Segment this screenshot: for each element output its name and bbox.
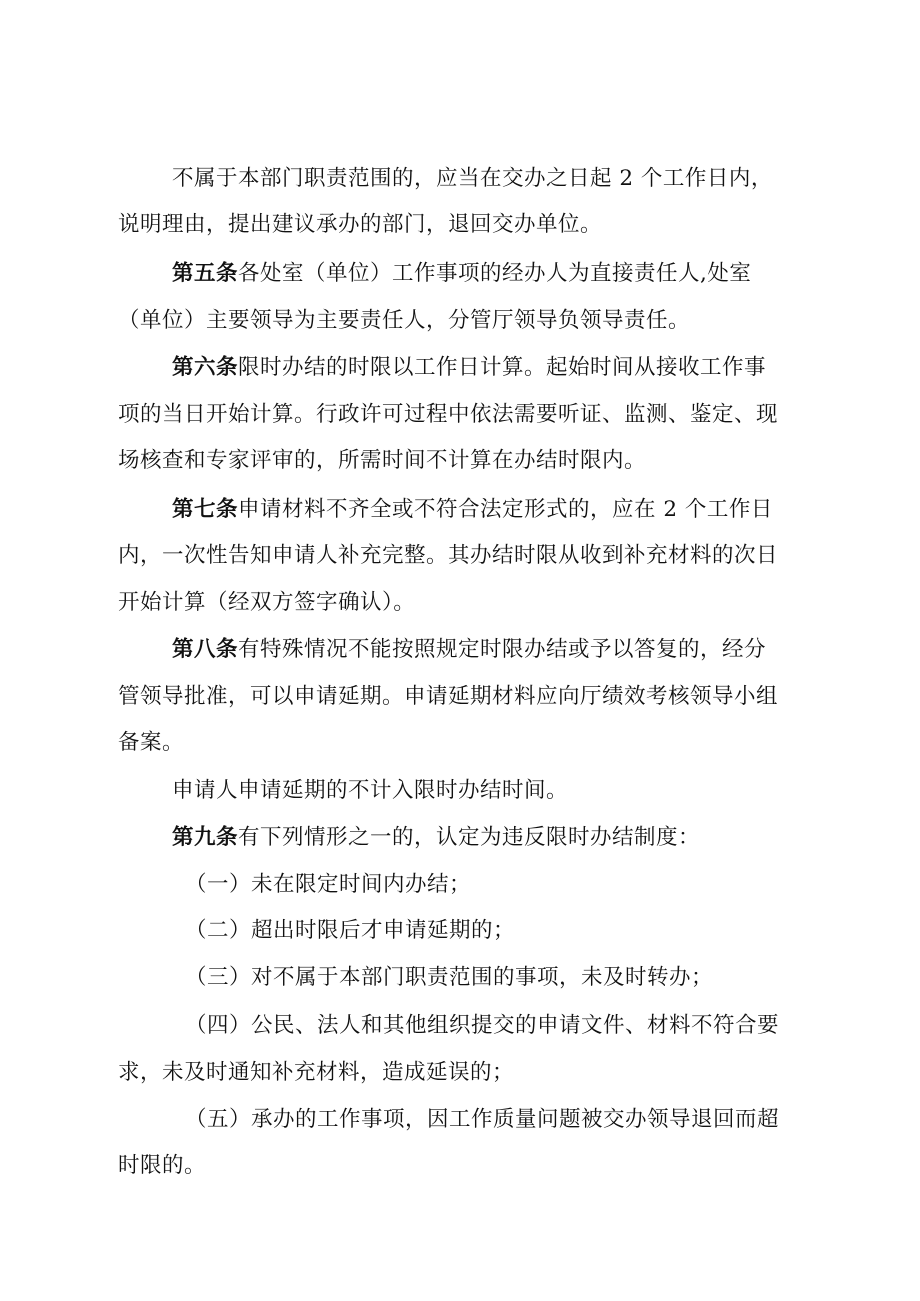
line-text: 求，未及时通知补充材料，造成延误的； (118, 1060, 515, 1085)
article-heading: 第七条 (172, 497, 239, 522)
text-line (172, 163, 808, 195)
line-text: 备案。 (118, 730, 185, 755)
line-text: （一）未在限定时间内办结； (185, 872, 472, 897)
line-text: 限时办结的时限以工作日计算。起始时间从接收工作事 (238, 355, 767, 380)
line-text: （二）超出时限后才申请延期的； (185, 918, 516, 943)
line-text: 场核查和专家评审的，所需时间不计算在办结时限内。 (118, 448, 647, 473)
text-line (118, 209, 808, 241)
text-line (118, 587, 808, 619)
article-heading: 第五条 (172, 261, 239, 286)
line-text: （单位）主要领导为主要责任人，分管厅领导负领导责任。 (118, 308, 691, 333)
text-line (118, 1150, 808, 1182)
list-item (185, 1104, 808, 1136)
article-heading: 第六条 (172, 355, 239, 380)
article-6-line (172, 352, 808, 384)
line-text: 开始计算（经双方签字确认）。 (118, 590, 416, 615)
line-text: 有下列情形之一的，认定为违反限时办结制度： (238, 825, 701, 850)
list-item (185, 1010, 808, 1042)
line-text: 时限的。 (118, 1153, 207, 1178)
list-item (185, 962, 808, 994)
text-line (172, 775, 808, 807)
text-line (118, 681, 808, 713)
text-line (118, 540, 808, 572)
line-text: 有特殊情况不能按照规定时限办结或予以答复的，经分 (238, 637, 767, 662)
line-text: 不属于本部门职责范围的，应当在交办之日起 2 个工作日内， (172, 166, 773, 191)
line-text: （五）承办的工作事项，因工作质量问题被交办领导退回而超 (185, 1107, 780, 1132)
text-line (118, 305, 808, 337)
article-5-line (172, 258, 808, 290)
article-8-line (172, 634, 808, 666)
line-text: 申请材料不齐全或不符合法定形式的，应在 2 个工作日 (238, 497, 773, 522)
line-text: 管领导批准，可以申请延期。申请延期材料应向厅绩效考核领导小组 (118, 684, 779, 709)
line-text: 说明理由，提出建议承办的部门，退回交办单位。 (118, 212, 603, 237)
text-line (118, 445, 808, 477)
article-9-line (172, 822, 808, 854)
list-item (185, 915, 808, 947)
list-item (185, 869, 808, 901)
text-line (118, 399, 808, 431)
article-7-line (172, 494, 808, 526)
line-text: 申请人申请延期的不计入限时办结时间。 (172, 778, 569, 803)
line-text: （四）公民、法人和其他组织提交的申请文件、材料不符合要 (185, 1013, 780, 1038)
article-heading: 第九条 (172, 825, 239, 850)
line-text: 各处室（单位）工作事项的经办人为直接责任人,处室 (238, 261, 752, 286)
line-text: 内，一次性告知申请人补充完整。其办结时限从收到补充材料的次日 (118, 543, 779, 568)
text-line (118, 1057, 808, 1089)
line-text: 项的当日开始计算。行政许可过程中依法需要听证、监测、鉴定、现 (118, 402, 779, 427)
text-line (118, 727, 808, 759)
article-heading: 第八条 (172, 637, 239, 662)
line-text: （三）对不属于本部门职责范围的事项，未及时转办； (185, 965, 714, 990)
